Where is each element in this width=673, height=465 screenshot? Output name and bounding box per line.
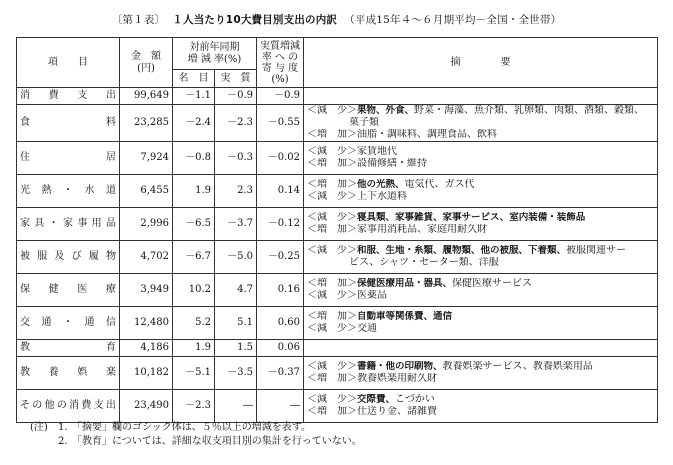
table-row: [17, 142, 658, 175]
header-yoy: 対前年同期 増 減 率(%): [173, 38, 257, 70]
row-contribution: ―: [257, 390, 304, 423]
table-main-title: １人当たり10大費目別支出の内訳: [172, 14, 338, 26]
footnotes: [30, 421, 362, 449]
summary-label: ＜増 加＞: [307, 224, 358, 235]
header-contribution: 実質増減 率 へ の 寄 与 度 (%): [257, 38, 304, 88]
summary-line: [307, 361, 654, 373]
summary-line: [307, 278, 654, 290]
header-nominal: 名 目: [173, 70, 215, 88]
summary-bold: 交際費、: [357, 394, 396, 405]
header-amount: 金 額 (円): [120, 38, 173, 88]
row-contribution: －0.25: [257, 241, 304, 274]
summary-normal: 菓子類: [349, 117, 380, 128]
row-nominal: －6.5: [173, 208, 215, 241]
row-item: 住居: [17, 142, 120, 175]
summary-line: [307, 129, 654, 141]
summary-line: [307, 290, 654, 302]
summary-label: ＜減 少＞: [307, 212, 358, 223]
row-real: －2.3: [215, 105, 257, 142]
expenditure-table: [16, 37, 658, 423]
row-item: 交通・通信: [17, 307, 120, 340]
row-item: 食料: [17, 105, 120, 142]
footnote-1: (注) 1. 「摘要」欄のゴシック体は、５％以上の増減を表す。: [30, 422, 311, 433]
row-real: －3.7: [215, 208, 257, 241]
summary-normal: 交通: [357, 323, 378, 334]
row-nominal: 1.9: [173, 340, 215, 357]
summary-normal: 電気代、ガス代: [404, 179, 475, 190]
summary-label: ＜増 加＞: [307, 311, 358, 322]
table-row: [17, 340, 658, 357]
row-summary: [304, 307, 658, 340]
row-real: ―: [215, 390, 257, 423]
row-amount: 3,949: [120, 274, 173, 307]
row-amount: 23,285: [120, 105, 173, 142]
summary-normal: 野菜・海藻、魚介類、乳卵類、肉類、酒類、穀類、: [414, 105, 645, 116]
row-contribution: 0.06: [257, 340, 304, 357]
summary-label: ＜減 少＞: [307, 191, 358, 202]
row-item: 被服及び履物: [17, 241, 120, 274]
row-summary: [304, 142, 658, 175]
summary-normal: ビス、シャツ・セーター類、洋服: [349, 257, 499, 268]
header-real: 実 質: [215, 70, 257, 88]
summary-line: [307, 224, 654, 236]
row-contribution: －0.37: [257, 357, 304, 390]
summary-bold: 書籍・他の印刷物、: [357, 361, 443, 372]
table-row: [17, 357, 658, 390]
summary-normal: 教養娯楽サービス、教養娯楽用品: [442, 361, 593, 372]
row-nominal: 1.9: [173, 175, 215, 208]
row-nominal: －2.4: [173, 105, 215, 142]
row-summary: [304, 88, 658, 105]
table-title: [0, 12, 673, 27]
row-real: 1.5: [215, 340, 257, 357]
row-amount: 10,182: [120, 357, 173, 390]
table-number: 〔第１表〕: [111, 14, 166, 26]
summary-label: ＜減 少＞: [307, 290, 358, 301]
row-real: 5.1: [215, 307, 257, 340]
row-contribution: －0.55: [257, 105, 304, 142]
row-amount: 23,490: [120, 390, 173, 423]
row-item: 光熱・水道: [17, 175, 120, 208]
summary-label: ＜増 加＞: [307, 129, 358, 140]
row-item: 保健医療: [17, 274, 120, 307]
row-real: －5.0: [215, 241, 257, 274]
summary-normal: 上下水道料: [357, 191, 408, 202]
summary-bold: 寝具類、家事雑貨、家事サービス、室内装備・装飾品: [357, 212, 586, 223]
row-summary: [304, 208, 658, 241]
row-item: その他の消費支出: [17, 390, 120, 423]
table-row: [17, 390, 658, 423]
summary-line: [307, 179, 654, 191]
row-contribution: －0.9: [257, 88, 304, 105]
summary-label: ＜減 少＞: [307, 146, 358, 157]
table-subtitle: （平成15年４～６月期平均－全国・全世帯）: [344, 14, 562, 26]
summary-normal: 被服関連サー: [566, 245, 627, 256]
row-summary: [304, 357, 658, 390]
summary-label: ＜増 加＞: [307, 373, 358, 384]
row-real: －0.3: [215, 142, 257, 175]
row-amount: 99,649: [120, 88, 173, 105]
summary-line: [307, 323, 654, 335]
row-amount: 4,186: [120, 340, 173, 357]
row-amount: 2,996: [120, 208, 173, 241]
row-amount: 6,455: [120, 175, 173, 208]
summary-bold: 果物、外食、: [357, 105, 415, 116]
summary-line: [307, 311, 654, 323]
summary-line: [307, 394, 654, 406]
row-real: －0.9: [215, 88, 257, 105]
row-nominal: －1.1: [173, 88, 215, 105]
row-nominal: －2.3: [173, 390, 215, 423]
row-item: 教養娯楽: [17, 357, 120, 390]
summary-label: ＜減 少＞: [307, 361, 358, 372]
summary-line: [307, 257, 654, 269]
table-row: [17, 175, 658, 208]
row-summary: [304, 175, 658, 208]
row-contribution: －0.12: [257, 208, 304, 241]
summary-normal: 医薬品: [357, 290, 388, 301]
header-item: 項 目: [17, 38, 120, 88]
row-nominal: －0.8: [173, 142, 215, 175]
row-amount: 4,702: [120, 241, 173, 274]
summary-normal: 教養娯楽用耐久財: [357, 373, 438, 384]
summary-normal: 家賃地代: [357, 146, 398, 157]
summary-bold: 他の光熱、: [357, 179, 405, 190]
row-nominal: 10.2: [173, 274, 215, 307]
summary-label: ＜増 加＞: [307, 158, 358, 169]
summary-normal: 油脂・調味料、調理食品、飲料: [357, 129, 498, 140]
row-amount: 7,924: [120, 142, 173, 175]
table-row: [17, 307, 658, 340]
summary-line: [307, 373, 654, 385]
row-item: 家具・家事用品: [17, 208, 120, 241]
row-contribution: －0.02: [257, 142, 304, 175]
row-item: 教育: [17, 340, 120, 357]
summary-line: [307, 191, 654, 203]
summary-label: ＜減 少＞: [307, 394, 358, 405]
row-real: －3.5: [215, 357, 257, 390]
table-row: [17, 241, 658, 274]
row-nominal: －5.1: [173, 357, 215, 390]
summary-line: [307, 245, 654, 257]
summary-bold: 自動車等関係費、通信: [357, 311, 453, 322]
row-amount: 12,480: [120, 307, 173, 340]
row-summary: [304, 274, 658, 307]
summary-line: [307, 117, 654, 129]
row-nominal: 5.2: [173, 307, 215, 340]
header-summary: 摘 要: [304, 38, 658, 88]
row-summary: [304, 390, 658, 423]
summary-normal: 設備修繕・維持: [357, 158, 428, 169]
summary-label: ＜減 少＞: [307, 105, 358, 116]
row-real: 4.7: [215, 274, 257, 307]
row-contribution: 0.60: [257, 307, 304, 340]
summary-line: [307, 158, 654, 170]
summary-bold: 保健医療用品・器具、: [357, 278, 453, 289]
table-row: [17, 208, 658, 241]
summary-line: [307, 406, 654, 418]
row-real: 2.3: [215, 175, 257, 208]
row-nominal: －6.7: [173, 241, 215, 274]
summary-label: ＜減 少＞: [307, 245, 358, 256]
summary-normal: こづかい: [395, 394, 435, 405]
row-item: 消費支出: [17, 88, 120, 105]
row-summary: [304, 340, 658, 357]
summary-normal: 仕送り金、諸雑費: [357, 406, 438, 417]
summary-bold: 和服、生地・糸類、履物類、他の被服、下着類、: [357, 245, 567, 256]
row-contribution: 0.16: [257, 274, 304, 307]
summary-line: [307, 146, 654, 158]
summary-label: ＜増 加＞: [307, 278, 358, 289]
summary-normal: 家事用消耗品、家庭用耐久財: [357, 224, 488, 235]
summary-label: ＜増 加＞: [307, 406, 358, 417]
footnote-2: 2. 「教育」については、詳細な収支項目別の集計を行っていない。: [58, 436, 362, 447]
row-summary: [304, 105, 658, 142]
row-summary: [304, 241, 658, 274]
summary-line: [307, 212, 654, 224]
table-row: [17, 88, 658, 105]
table-row: [17, 105, 658, 142]
summary-label: ＜減 少＞: [307, 323, 358, 334]
summary-label: ＜増 加＞: [307, 179, 358, 190]
summary-normal: 保健医療サービス: [452, 278, 533, 289]
row-contribution: 0.14: [257, 175, 304, 208]
table-row: [17, 274, 658, 307]
summary-line: [307, 105, 654, 117]
